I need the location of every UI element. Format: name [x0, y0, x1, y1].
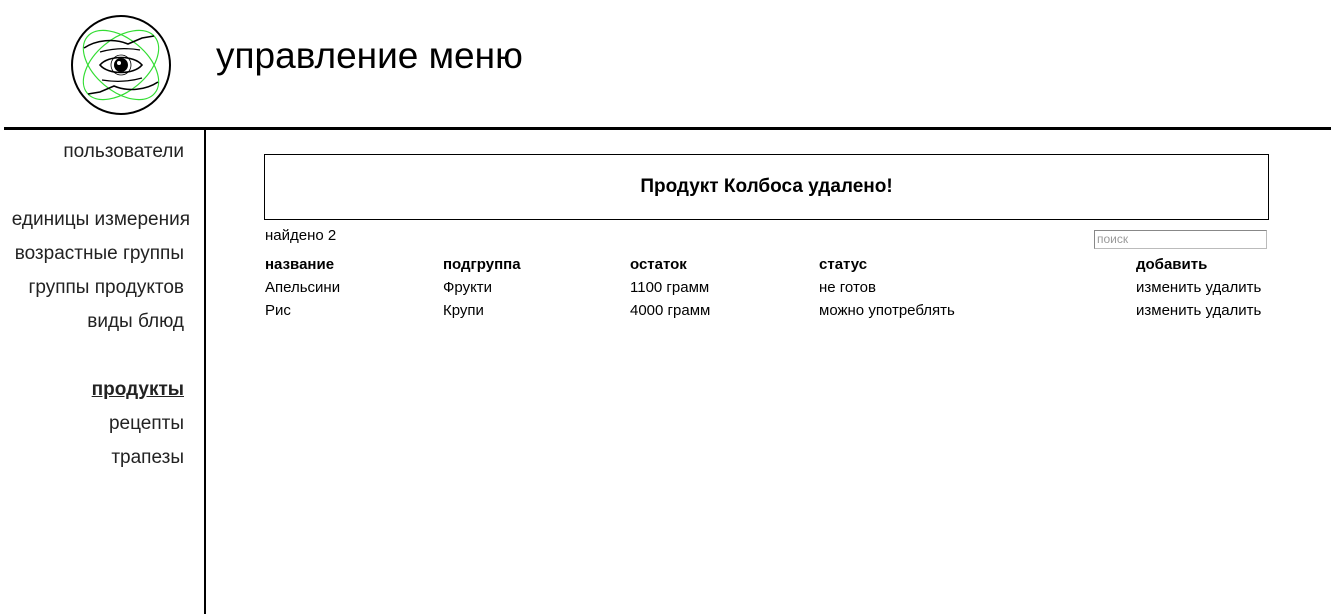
table-cell-name: Рис: [265, 302, 291, 319]
app-title: управление меню: [216, 35, 523, 76]
main-content: [206, 130, 1331, 614]
delete-link[interactable]: удалить: [1205, 279, 1262, 296]
delete-notice: Продукт Колбоса удалено!: [264, 154, 1269, 220]
edit-link[interactable]: изменить: [1136, 302, 1202, 319]
table-row-actions: [1136, 302, 1261, 320]
table-cell-stock: 4000 грамм: [630, 302, 711, 319]
search-input[interactable]: [1094, 230, 1267, 249]
table-cell-subgroup: Фрукти: [443, 279, 493, 296]
sidebar-item-users[interactable]: пользователи: [63, 141, 184, 162]
table-cell-status: не готов: [819, 279, 876, 296]
sidebar-nav: [0, 130, 204, 614]
table-cell-name: Апельсини: [265, 279, 341, 296]
edit-link[interactable]: изменить: [1136, 279, 1202, 296]
column-header-subgroup: подгруппа: [443, 256, 521, 273]
column-header-name: название: [265, 256, 335, 273]
sidebar-item-units[interactable]: единицы измерения: [11, 209, 190, 230]
sidebar-item-product-groups[interactable]: группы продуктов: [28, 277, 184, 298]
sidebar-item-meals[interactable]: трапезы: [111, 447, 184, 468]
delete-link[interactable]: удалить: [1205, 302, 1262, 319]
sidebar-item-age-groups[interactable]: возрастные группы: [14, 243, 184, 264]
table-cell-subgroup: Крупи: [443, 302, 484, 319]
results-count: найдено 2: [265, 227, 337, 244]
header: [0, 0, 1331, 127]
sidebar-item-products[interactable]: продукты: [91, 379, 184, 400]
table-row-actions: [1136, 279, 1261, 297]
column-header-status: статус: [819, 256, 868, 273]
add-product-link[interactable]: добавить: [1136, 256, 1208, 273]
table-cell-status: можно употреблять: [819, 302, 955, 319]
sidebar-item-recipes[interactable]: рецепты: [108, 413, 184, 434]
sidebar-item-dish-types[interactable]: виды блюд: [87, 311, 184, 332]
column-header-stock: остаток: [630, 256, 687, 273]
eye-in-hands-logo-icon[interactable]: [70, 14, 172, 116]
table-cell-stock: 1100 грамм: [630, 279, 710, 296]
